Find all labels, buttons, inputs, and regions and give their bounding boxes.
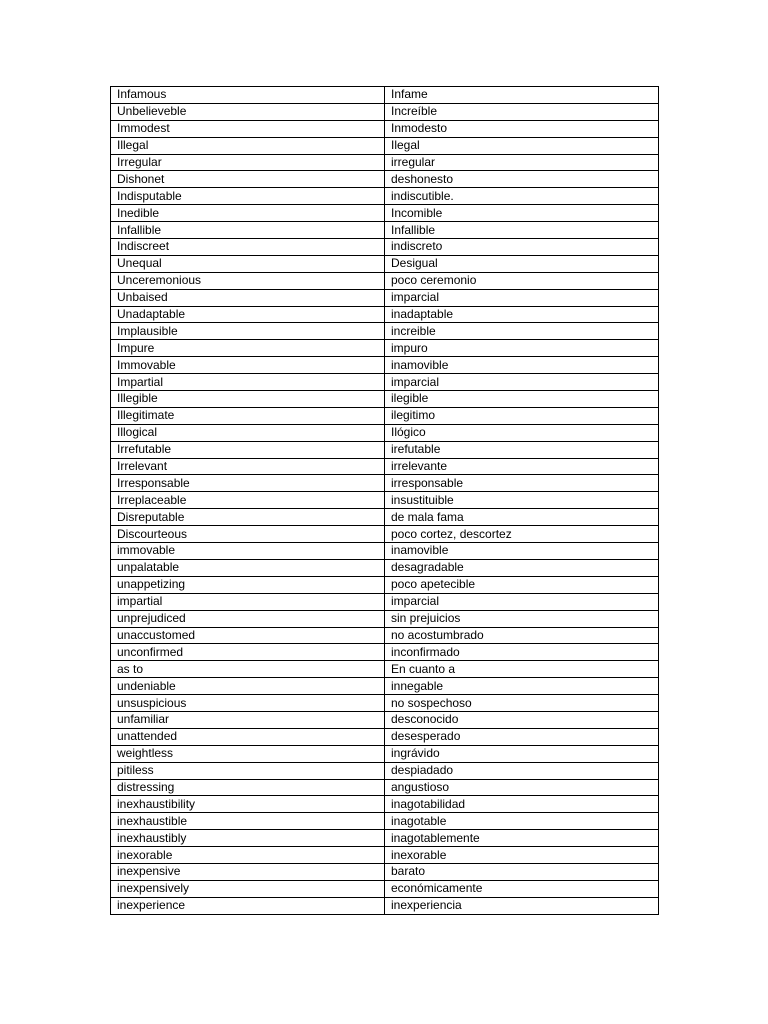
spanish-translation-cell: En cuanto a [385,661,659,678]
english-word-cell: Illogical [111,424,385,441]
table-row [111,137,659,154]
english-word-cell: inexperience [111,897,385,914]
spanish-translation-cell: imparcial [385,374,659,391]
spanish-translation-cell: ilegible [385,391,659,408]
spanish-translation-cell: inadaptable [385,306,659,323]
english-word-cell: unprejudiced [111,610,385,627]
english-word-cell: Illegitimate [111,407,385,424]
spanish-translation-cell: Desigual [385,255,659,272]
english-word-cell: Unbelieveble [111,103,385,120]
english-word-cell: Inedible [111,205,385,222]
table-row [111,711,659,728]
table-row [111,154,659,171]
table-row [111,188,659,205]
english-word-cell: as to [111,661,385,678]
table-row [111,779,659,796]
spanish-translation-cell: impuro [385,340,659,357]
spanish-translation-cell: insustituible [385,492,659,509]
spanish-translation-cell: inagotablemente [385,830,659,847]
table-row [111,745,659,762]
spanish-translation-cell: Increíble [385,103,659,120]
english-word-cell: Dishonet [111,171,385,188]
spanish-translation-cell: no acostumbrado [385,627,659,644]
english-word-cell: Illegible [111,391,385,408]
english-word-cell: undeniable [111,678,385,695]
table-row [111,222,659,239]
table-row [111,171,659,188]
table-row [111,424,659,441]
spanish-translation-cell: poco ceremonio [385,272,659,289]
spanish-translation-cell: irregular [385,154,659,171]
spanish-translation-cell: Incomible [385,205,659,222]
table-row [111,610,659,627]
english-word-cell: distressing [111,779,385,796]
table-row [111,374,659,391]
spanish-translation-cell: Ilegal [385,137,659,154]
spanish-translation-cell: ilegitimo [385,407,659,424]
table-row [111,306,659,323]
table-row [111,576,659,593]
english-word-cell: inexhaustible [111,813,385,830]
english-word-cell: Irrefutable [111,441,385,458]
table-row [111,239,659,256]
table-row [111,695,659,712]
english-word-cell: Infallible [111,222,385,239]
spanish-translation-cell: irrelevante [385,458,659,475]
table-row [111,441,659,458]
table-row [111,728,659,745]
spanish-translation-cell: poco apetecible [385,576,659,593]
table-row [111,863,659,880]
english-word-cell: pitiless [111,762,385,779]
spanish-translation-cell: inamovible [385,543,659,560]
spanish-translation-cell: inexorable [385,847,659,864]
spanish-translation-cell: desagradable [385,559,659,576]
table-row [111,627,659,644]
table-row [111,678,659,695]
english-word-cell: Implausible [111,323,385,340]
table-row [111,813,659,830]
spanish-translation-cell: angustioso [385,779,659,796]
english-word-cell: Indisputable [111,188,385,205]
english-word-cell: Unadaptable [111,306,385,323]
english-word-cell: Unbaised [111,289,385,306]
english-word-cell: weightless [111,745,385,762]
table-row [111,593,659,610]
table-row [111,509,659,526]
spanish-translation-cell: imparcial [385,593,659,610]
english-word-cell: Indiscreet [111,239,385,256]
english-word-cell: Immovable [111,357,385,374]
table-row [111,897,659,914]
table-row [111,323,659,340]
table-row [111,391,659,408]
english-word-cell: impartial [111,593,385,610]
spanish-translation-cell: indiscutible. [385,188,659,205]
spanish-translation-cell: indiscreto [385,239,659,256]
table-row [111,796,659,813]
spanish-translation-cell: deshonesto [385,171,659,188]
table-row [111,644,659,661]
english-word-cell: inexpensively [111,880,385,897]
table-row [111,475,659,492]
table-row [111,120,659,137]
table-row [111,407,659,424]
english-word-cell: unsuspicious [111,695,385,712]
spanish-translation-cell: de mala fama [385,509,659,526]
spanish-translation-cell: barato [385,863,659,880]
spanish-translation-cell: desesperado [385,728,659,745]
english-word-cell: unpalatable [111,559,385,576]
spanish-translation-cell: poco cortez, descortez [385,526,659,543]
spanish-translation-cell: inamovible [385,357,659,374]
vocabulary-table-body [111,87,659,915]
spanish-translation-cell: inagotabilidad [385,796,659,813]
spanish-translation-cell: increible [385,323,659,340]
table-row [111,255,659,272]
table-row [111,458,659,475]
table-row [111,103,659,120]
table-row [111,87,659,104]
vocabulary-table [110,86,659,915]
english-word-cell: unfamiliar [111,711,385,728]
english-word-cell: Impartial [111,374,385,391]
english-word-cell: Unequal [111,255,385,272]
spanish-translation-cell: inagotable [385,813,659,830]
table-row [111,543,659,560]
table-row [111,847,659,864]
english-word-cell: Disreputable [111,509,385,526]
spanish-translation-cell: no sospechoso [385,695,659,712]
english-word-cell: inexpensive [111,863,385,880]
spanish-translation-cell: irresponsable [385,475,659,492]
spanish-translation-cell: desconocido [385,711,659,728]
spanish-translation-cell: irefutable [385,441,659,458]
english-word-cell: inexorable [111,847,385,864]
english-word-cell: unconfirmed [111,644,385,661]
table-row [111,526,659,543]
spanish-translation-cell: ingrávido [385,745,659,762]
english-word-cell: Impure [111,340,385,357]
table-row [111,661,659,678]
spanish-translation-cell: despiadado [385,762,659,779]
english-word-cell: Illegal [111,137,385,154]
english-word-cell: unattended [111,728,385,745]
english-word-cell: Irregular [111,154,385,171]
table-row [111,559,659,576]
table-row [111,762,659,779]
english-word-cell: Irrelevant [111,458,385,475]
spanish-translation-cell: económicamente [385,880,659,897]
english-word-cell: Immodest [111,120,385,137]
spanish-translation-cell: inconfirmado [385,644,659,661]
table-row [111,205,659,222]
english-word-cell: immovable [111,543,385,560]
english-word-cell: Unceremonious [111,272,385,289]
spanish-translation-cell: inexperiencia [385,897,659,914]
spanish-translation-cell: sin prejuicios [385,610,659,627]
english-word-cell: unappetizing [111,576,385,593]
table-row [111,492,659,509]
english-word-cell: Irreplaceable [111,492,385,509]
spanish-translation-cell: innegable [385,678,659,695]
english-word-cell: Irresponsable [111,475,385,492]
table-row [111,880,659,897]
table-row [111,289,659,306]
english-word-cell: inexhaustibility [111,796,385,813]
spanish-translation-cell: Infallible [385,222,659,239]
english-word-cell: Discourteous [111,526,385,543]
table-row [111,357,659,374]
english-word-cell: inexhaustibly [111,830,385,847]
spanish-translation-cell: imparcial [385,289,659,306]
english-word-cell: Infamous [111,87,385,104]
english-word-cell: unaccustomed [111,627,385,644]
table-row [111,340,659,357]
spanish-translation-cell: Inmodesto [385,120,659,137]
table-row [111,830,659,847]
table-row [111,272,659,289]
spanish-translation-cell: Ilógico [385,424,659,441]
spanish-translation-cell: Infame [385,87,659,104]
